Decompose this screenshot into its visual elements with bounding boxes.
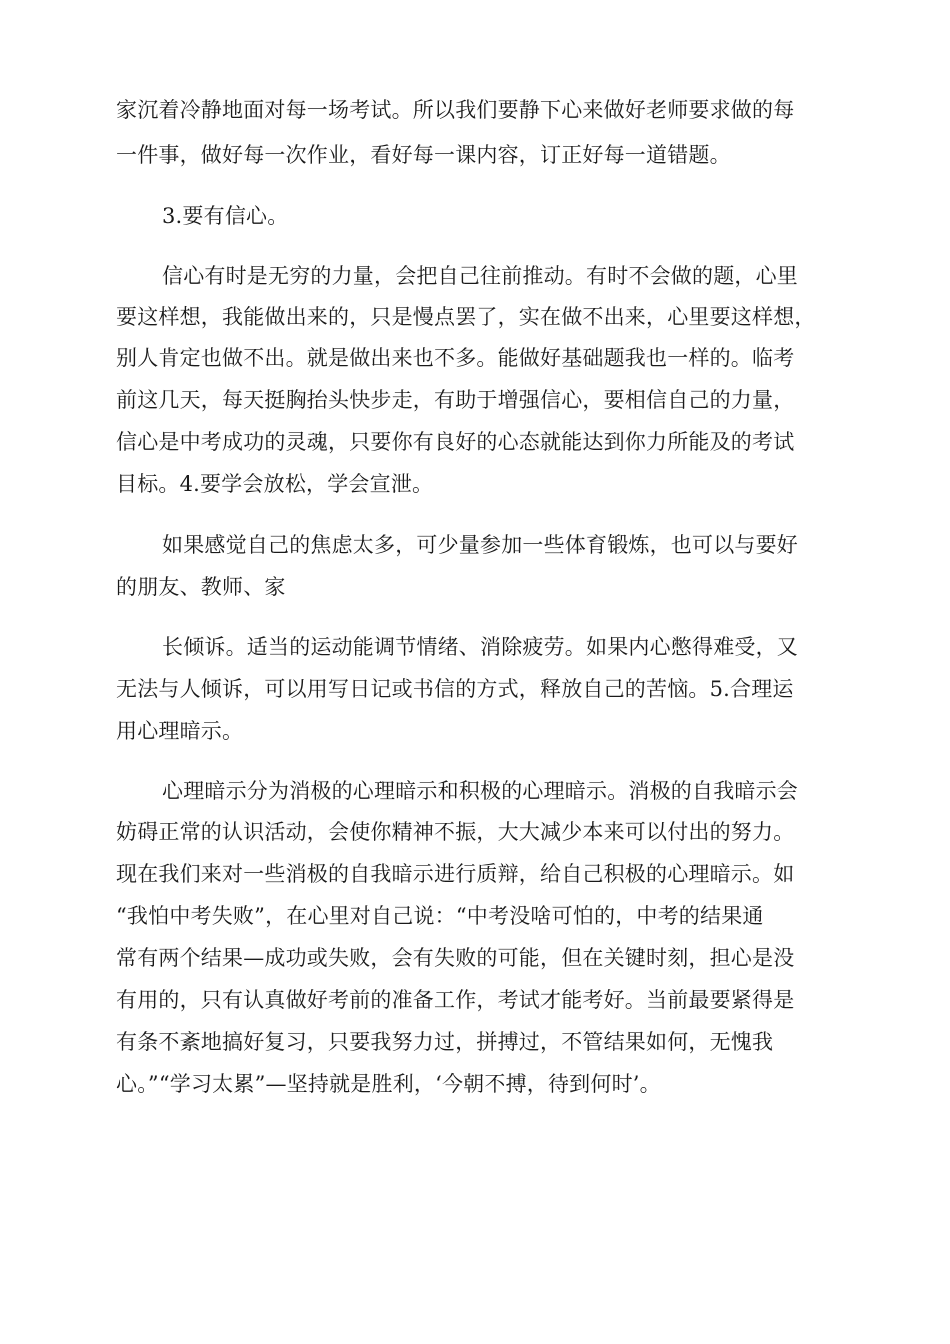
- text-line: 长倾诉。适当的运动能调节情绪、消除疲劳。如果内心憋得难受，又: [162, 635, 798, 659]
- text-line: 心。”“学习太累”—坚持就是胜利，‘今朝不搏，待到何时’。: [116, 1072, 661, 1096]
- text-line: 现在我们来对一些消极的自我暗示进行质辩，给自己积极的心理暗示。如: [116, 862, 795, 886]
- text-line: “我怕中考失败”，在心里对自己说：“中考没啥可怕的，中考的结果通: [116, 904, 764, 928]
- text-line: 信心是中考成功的灵魂，只要你有良好的心态就能达到你力所能及的考试: [116, 430, 795, 454]
- text-line: 信心有时是无穷的力量，会把自己往前推动。有时不会做的题，心里: [162, 264, 798, 288]
- text-line: 家沉着冷静地面对每一场考试。所以我们要静下心来做好老师要求做的每: [116, 98, 795, 122]
- text-line: 常有两个结果—成功或失败，会有失败的可能，但在关键时刻，担心是没: [116, 946, 795, 970]
- text-line: 有条不紊地搞好复习，只要我努力过，拼搏过，不管结果如何，无愧我: [116, 1030, 774, 1054]
- text-line: 的朋友、教师、家: [116, 575, 286, 599]
- text-line: 目标。4.要学会放松，学会宣泄。: [116, 472, 434, 496]
- text-line: 用心理暗示。: [116, 719, 244, 743]
- text-line: 别人肯定也做不出。就是做出来也不多。能做好基础题我也一样的。临考: [116, 346, 795, 370]
- text-line: 前这几天，每天挺胸抬头快步走，有助于增强信心，要相信自己的力量，: [116, 388, 795, 412]
- text-line: 有用的，只有认真做好考前的准备工作，考试才能考好。当前最要紧得是: [116, 988, 795, 1012]
- text-line: 心理暗示分为消极的心理暗示和积极的心理暗示。消极的自我暗示会: [162, 779, 798, 803]
- text-line: 妨碍正常的认识活动，会使你精神不振，大大减少本来可以付出的努力。: [116, 820, 795, 844]
- text-line: 如果感觉自己的焦虑太多，可少量参加一些体育锻炼，也可以与要好: [162, 533, 798, 557]
- text-line: 要这样想，我能做出来的，只是慢点罢了，实在做不出来，心里要这样想，: [116, 305, 816, 329]
- text-line: 无法与人倾诉，可以用写日记或书信的方式，释放自己的苦恼。5.合理运: [116, 677, 794, 701]
- section-heading: 3.要有信心。: [162, 204, 289, 228]
- text-line: 一件事，做好每一次作业，看好每一课内容，订正好每一道错题。: [116, 143, 731, 167]
